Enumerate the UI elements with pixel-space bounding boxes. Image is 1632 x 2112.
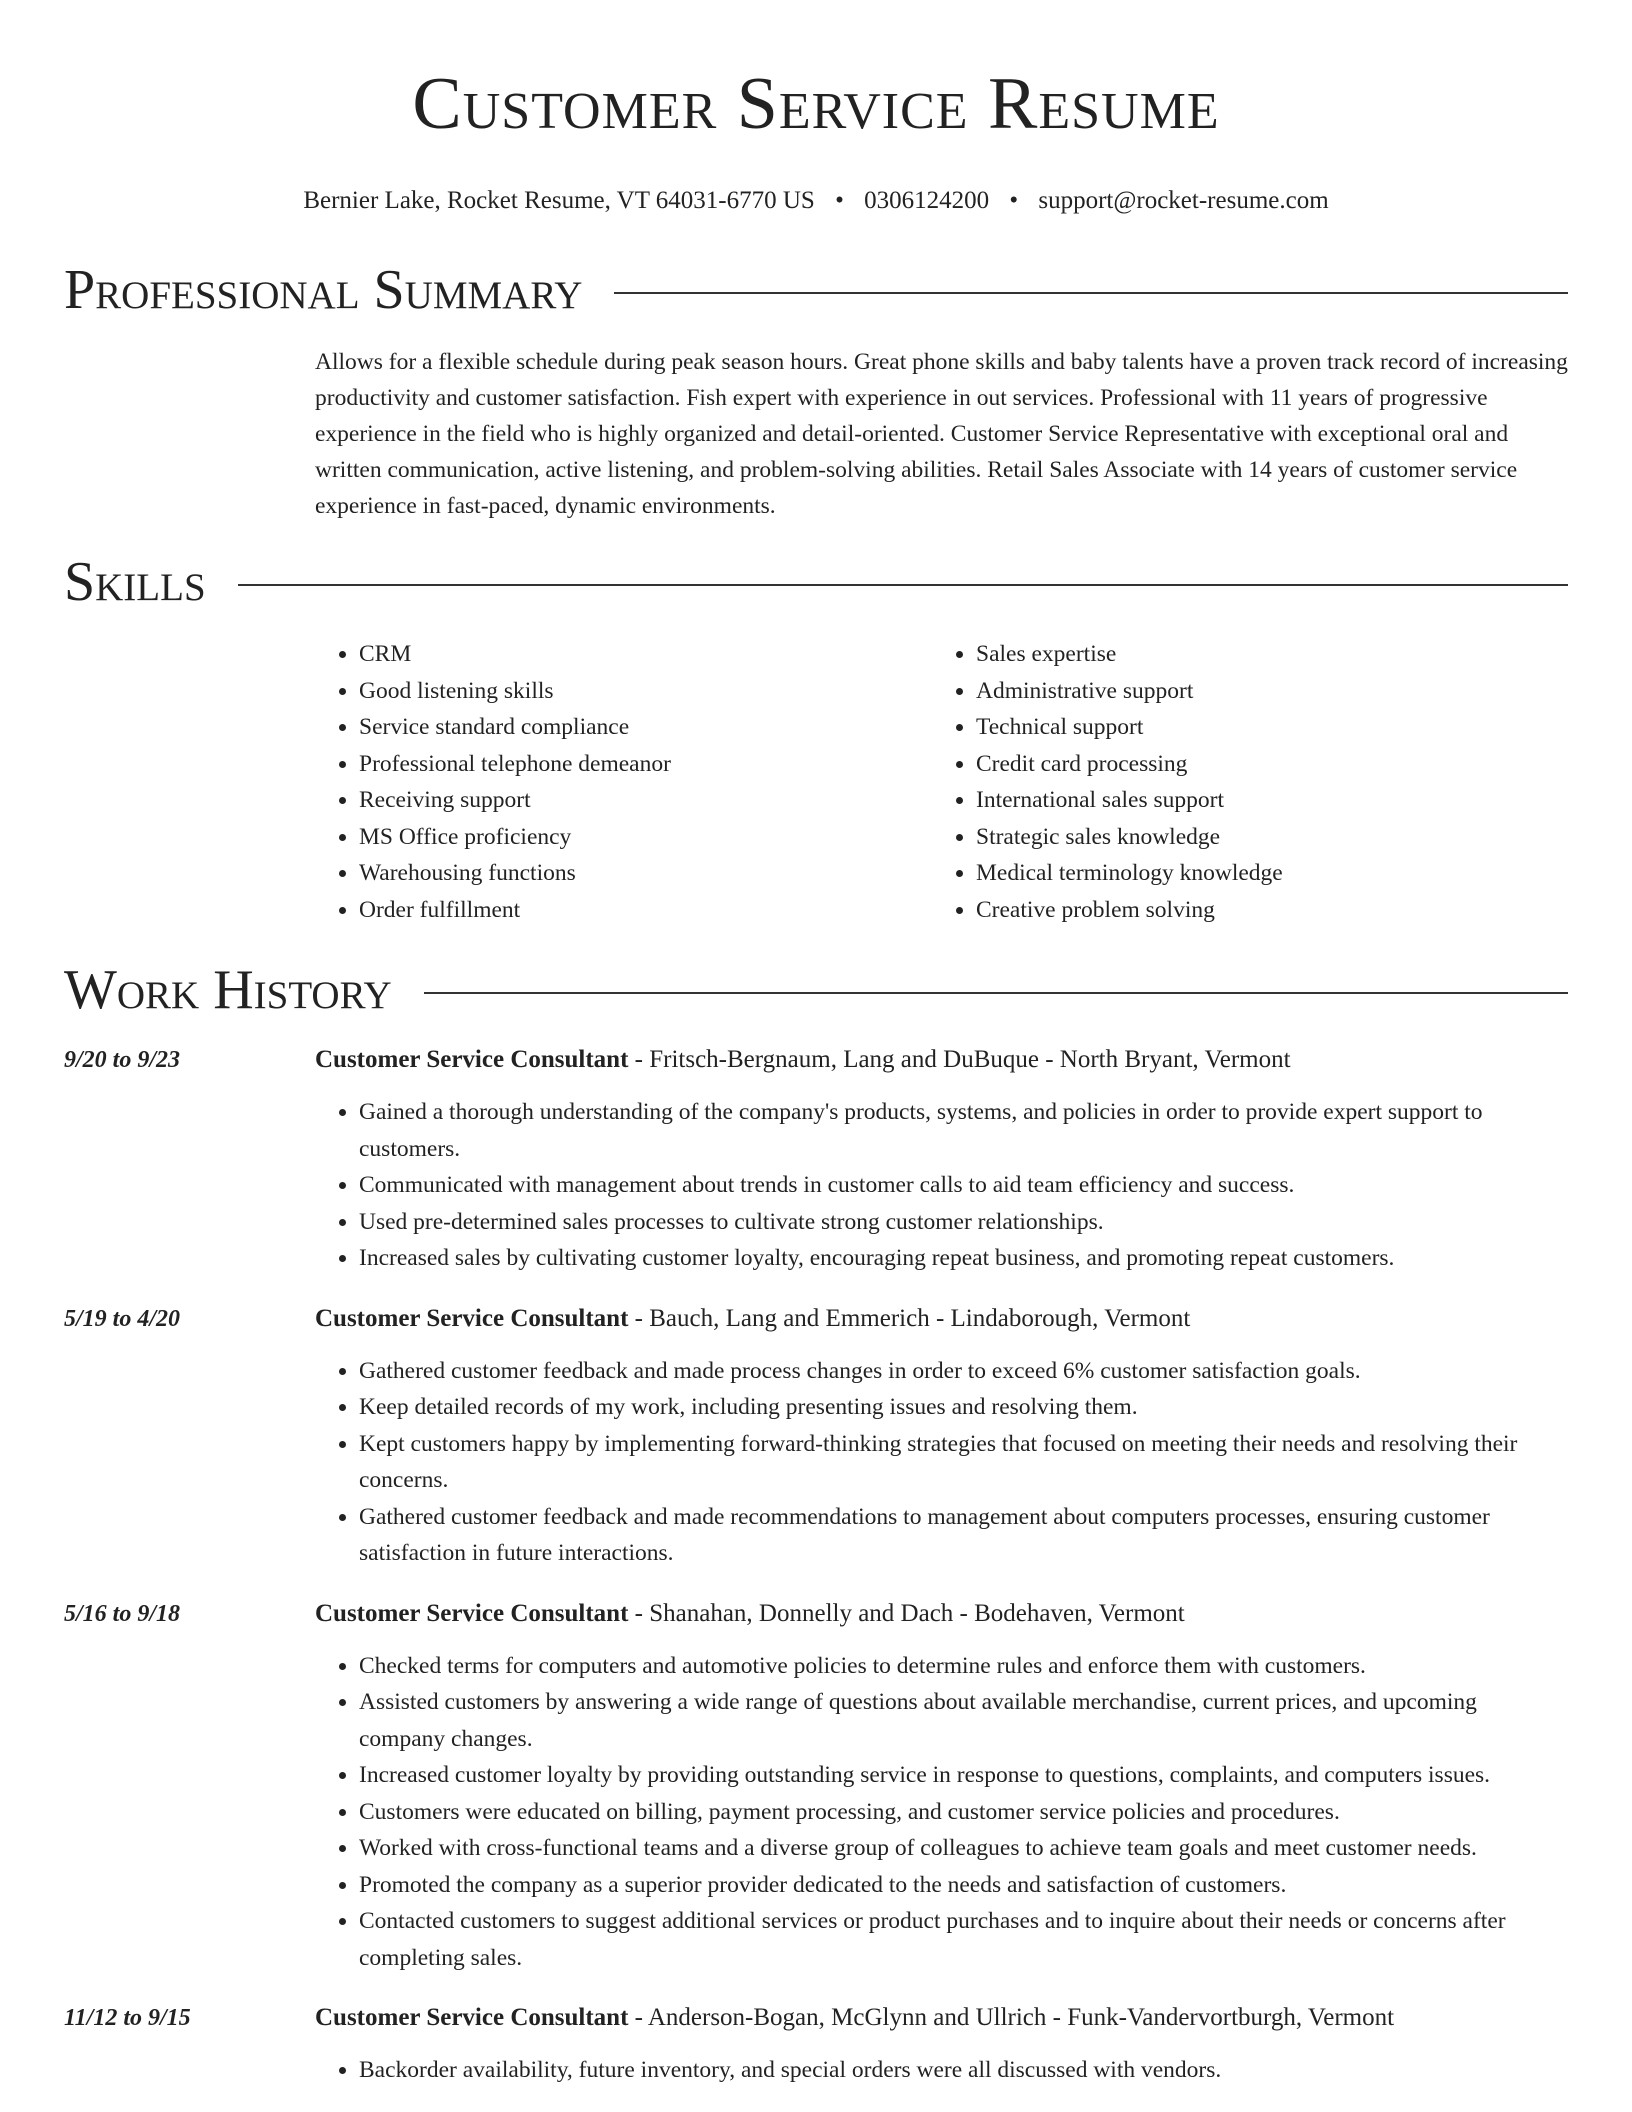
- contact-separator: •: [835, 187, 844, 214]
- skill-item: • Credit card processing: [976, 746, 1549, 783]
- skill-item: • Administrative support: [976, 673, 1549, 710]
- contact-line: [64, 184, 1568, 218]
- job-title: Customer Service Consultant: [315, 1304, 629, 1332]
- job-bullet: • Backorder availability, future inventory, and special orders were all discussed with vendors.: [359, 2052, 1568, 2089]
- job-details: [315, 2002, 1568, 2089]
- skill-item: • Receiving support: [359, 782, 932, 819]
- skill-item: • Good listening skills: [359, 673, 932, 710]
- job-entry: [64, 2002, 1568, 2089]
- skill-item: • CRM: [359, 636, 932, 673]
- job-bullet: • Gathered customer feedback and made process changes in order to exceed 6% customer satisfaction goals.: [359, 1353, 1568, 1390]
- job-dates: 5/16 to 9/18: [64, 1600, 181, 1627]
- job-dates: 11/12 to 9/15: [64, 2005, 191, 2031]
- job-bullets: [315, 2052, 1568, 2089]
- summary-heading: Professional Summary: [64, 259, 583, 321]
- job-bullet: • Kept customers happy by implementing forward-thinking strategies that focused on meeting their needs and resolving their concerns.: [359, 1426, 1568, 1499]
- job-heading: [315, 1598, 1568, 1630]
- job-title: Customer Service Consultant: [315, 2004, 629, 2031]
- job-bullet: • Communicated with management about trends in customer calls to aid team efficiency and success.: [359, 1167, 1568, 1204]
- job-bullet: • Worked with cross-functional teams and a diverse group of colleagues to achieve team goals and meet customer needs.: [359, 1830, 1568, 1867]
- job-bullet: • Checked terms for computers and automotive policies to determine rules and enforce them with customers.: [359, 1648, 1568, 1685]
- skill-item: • Technical support: [976, 709, 1549, 746]
- job-bullets: [315, 1353, 1568, 1572]
- job-entry: [64, 1303, 1568, 1572]
- job-details: [315, 1303, 1568, 1572]
- contact-address: Bernier Lake, Rocket Resume, VT 64031-6770 US: [303, 187, 815, 214]
- job-heading: [315, 2002, 1568, 2034]
- skills-section-header: [64, 550, 1568, 614]
- skill-item: • Service standard compliance: [359, 709, 932, 746]
- contact-separator: •: [1009, 187, 1019, 214]
- work-heading: Work History: [64, 959, 392, 1021]
- skill-item: • Medical terminology knowledge: [976, 855, 1549, 892]
- work-history-list: [64, 1044, 1568, 2089]
- job-entry: [64, 1598, 1568, 1977]
- job-bullet: • Used pre-determined sales processes to cultivate strong customer relationships.: [359, 1204, 1568, 1241]
- job-bullet: • Keep detailed records of my work, including presenting issues and resolving them.: [359, 1389, 1568, 1426]
- job-bullet: • Increased customer loyalty by providing outstanding service in response to questions, complaints, and computers issues.: [359, 1757, 1568, 1794]
- summary-section-header: [64, 258, 1568, 322]
- skills-list: [315, 636, 1568, 928]
- skill-item: • MS Office proficiency: [359, 819, 932, 856]
- skill-item: • Sales expertise: [976, 636, 1549, 673]
- job-employer: - Bauch, Lang and Emmerich - Lindaborough, Vermont: [628, 1304, 1191, 1332]
- skill-item: • Warehousing functions: [359, 855, 932, 892]
- skills-column-right: [932, 636, 1549, 928]
- work-section-header: [64, 958, 1568, 1022]
- resume-title: Customer Service Resume: [412, 63, 1220, 145]
- job-bullet: • Assisted customers by answering a wide range of questions about available merchandise, current prices, and upcoming company changes.: [359, 1684, 1568, 1757]
- contact-phone: 0306124200: [864, 187, 990, 214]
- section-divider: [424, 992, 1568, 994]
- skills-column-left: [315, 636, 932, 928]
- skill-item: • Order fulfillment: [359, 892, 932, 929]
- skills-heading: Skills: [64, 551, 206, 613]
- job-heading: [315, 1303, 1568, 1335]
- job-dates: 5/19 to 4/20: [64, 1305, 181, 1332]
- job-details: [315, 1044, 1568, 1277]
- summary-text: Allows for a flexible schedule during peak season hours. Great phone skills and baby talents have a proven track record of increasing productivity and customer satisfaction. Fish expert with experience in out services. Professional with 11 years of progressive experience in the field who is highly organized and detail-oriented. Customer Service Representative with exceptional oral and written communication, active listening, and problem-solving abilities. Retail Sales Associate with 14 years of customer service experience in fast-paced, dynamic environments.: [315, 349, 1568, 519]
- job-employer: - Shanahan, Donnelly and Dach - Bodehaven, Vermont: [628, 1599, 1185, 1627]
- job-heading: [315, 1044, 1568, 1076]
- job-bullet: • Customers were educated on billing, payment processing, and customer service policies and procedures.: [359, 1794, 1568, 1831]
- skill-item: • Professional telephone demeanor: [359, 746, 932, 783]
- job-bullet: • Gathered customer feedback and made recommendations to management about computers processes, ensuring customer satisfaction in future interactions.: [359, 1499, 1568, 1572]
- job-entry: [64, 1044, 1568, 1277]
- job-bullets: [315, 1094, 1568, 1277]
- section-divider: [614, 292, 1568, 294]
- job-employer: - Fritsch-Bergnaum, Lang and DuBuque - North Bryant, Vermont: [628, 1046, 1291, 1073]
- job-dates: 9/20 to 9/23: [64, 1047, 181, 1073]
- job-bullet: • Increased sales by cultivating customer loyalty, encouraging repeat business, and promoting repeat customers.: [359, 1240, 1568, 1277]
- job-title: Customer Service Consultant: [315, 1046, 629, 1073]
- job-details: [315, 1598, 1568, 1977]
- job-bullet: • Gained a thorough understanding of the company's products, systems, and policies in order to provide expert support to customers.: [359, 1094, 1568, 1167]
- job-bullet: • Contacted customers to suggest additional services or product purchases and to inquire about their needs or concerns after completing sales.: [359, 1903, 1568, 1976]
- skill-item: • Strategic sales knowledge: [976, 819, 1549, 856]
- skill-item: • International sales support: [976, 782, 1549, 819]
- skill-item: • Creative problem solving: [976, 892, 1549, 929]
- contact-email: support@rocket-resume.com: [1038, 187, 1329, 214]
- job-title: Customer Service Consultant: [315, 1599, 629, 1627]
- section-divider: [238, 584, 1568, 586]
- job-employer: - Anderson-Bogan, McGlynn and Ullrich - Funk-Vandervortburgh, Vermont: [628, 2004, 1395, 2031]
- job-bullets: [315, 1648, 1568, 1977]
- job-bullet: • Promoted the company as a superior provider dedicated to the needs and satisfaction of customers.: [359, 1867, 1568, 1904]
